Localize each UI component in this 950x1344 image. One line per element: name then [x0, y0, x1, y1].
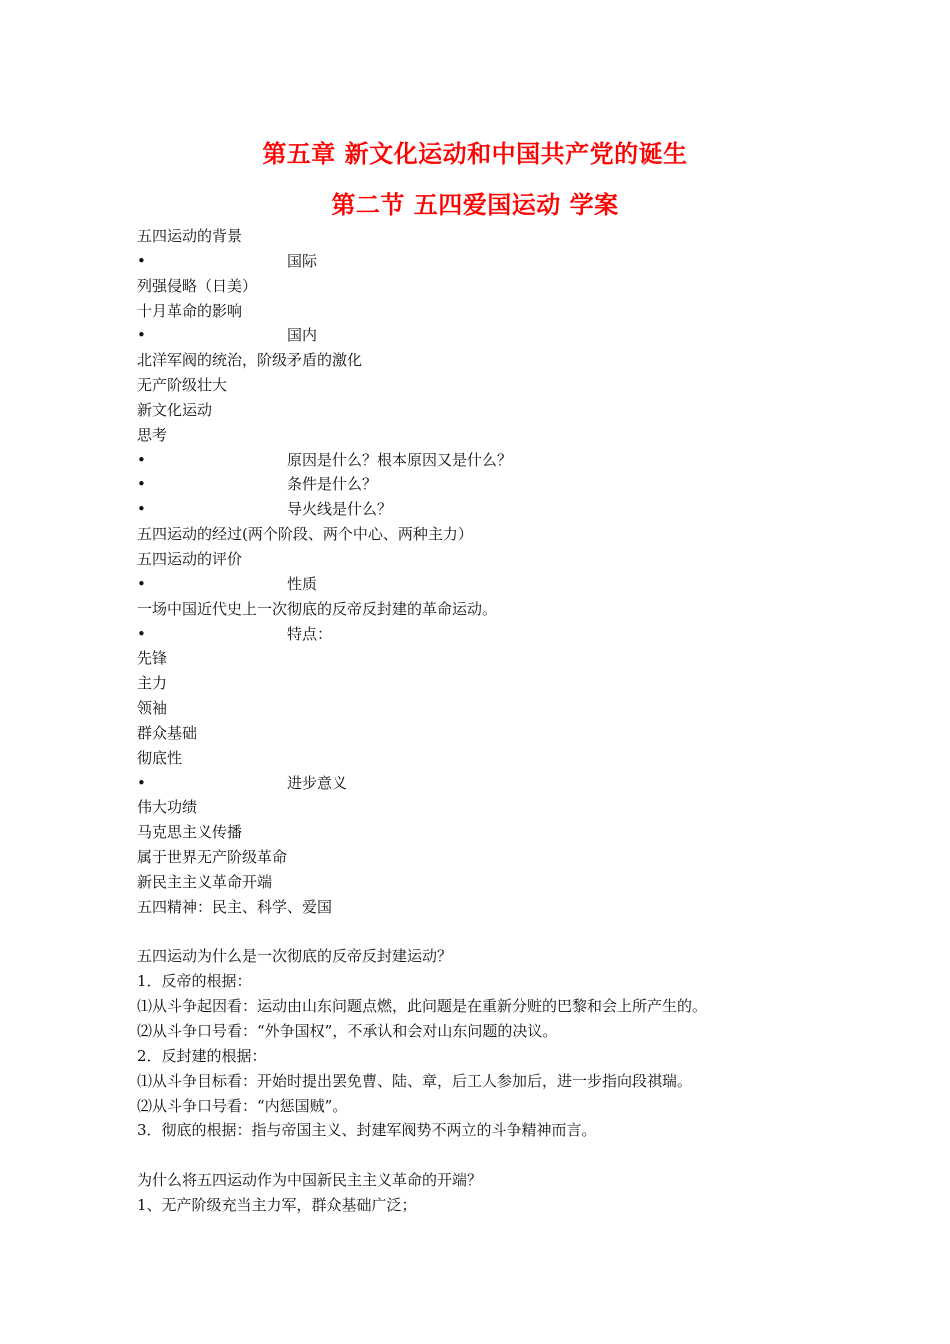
text-line: ⑵从斗争口号看：“内惩国贼”。: [137, 1096, 348, 1115]
text-line: 五四运动为什么是一次彻底的反帝反封建运动？: [137, 947, 453, 966]
blank-line: [137, 920, 837, 945]
bullet-text: 特点：: [287, 624, 333, 643]
text-line: 五四运动的评价: [137, 549, 243, 568]
text-line: 群众基础: [137, 723, 198, 742]
text-line: 列强侵略（日美）: [137, 276, 258, 295]
text-line: 3．彻底的根据：指与帝国主义、封建军阀势不两立的斗争精神而言。: [137, 1121, 597, 1140]
bullet-icon: •: [137, 450, 146, 469]
text-line: 五四运动的经过(两个阶段、两个中心、两种主力）: [137, 525, 473, 544]
bullet-icon: •: [137, 624, 146, 643]
text-line: 领袖: [137, 699, 168, 718]
text-line: 马克思主义传播: [137, 823, 243, 842]
bullet-icon: •: [137, 773, 146, 792]
bullet-text: 原因是什么？根本原因又是什么？: [287, 450, 513, 469]
document-body: [137, 224, 837, 1218]
text-line: 为什么将五四运动作为中国新民主主义革命的开端？: [137, 1171, 483, 1190]
bullet-icon: •: [137, 574, 146, 593]
bullet-text: 国际: [287, 251, 318, 270]
bullet-item: [137, 448, 837, 473]
bullet-icon: •: [137, 500, 146, 519]
bullet-text: 进步意义: [287, 773, 348, 792]
text-line: 新民主主义革命开端: [137, 872, 273, 891]
text-line: 思考: [137, 425, 168, 444]
chapter-title: 第五章 新文化运动和中国共产党的诞生: [262, 140, 688, 168]
text-line: 彻底性: [137, 748, 183, 767]
text-line: 北洋军阀的统治，阶级矛盾的激化: [137, 351, 363, 370]
text-line: 新文化运动: [137, 400, 213, 419]
text-line: 先锋: [137, 649, 168, 668]
blank-line: [137, 1143, 837, 1168]
bullet-text: 国内: [287, 326, 318, 345]
text-line: ⑴从斗争起因看：运动由山东问题点燃，此问题是在重新分赃的巴黎和会上所产生的。: [137, 997, 708, 1016]
text-line: 属于世界无产阶级革命: [137, 848, 288, 867]
bullet-text: 导火线是什么？: [287, 500, 393, 519]
bullet-item: [137, 572, 837, 597]
text-line: 十月革命的影响: [137, 301, 243, 320]
bullet-item: [137, 249, 837, 274]
bullet-item: [137, 472, 837, 497]
section-title: 第二节 五四爱国运动 学案: [331, 191, 619, 219]
bullet-text: 性质: [287, 574, 318, 593]
bullet-item: [137, 771, 837, 796]
bullet-icon: •: [137, 326, 146, 345]
text-line: 五四运动的背景: [137, 227, 243, 245]
text-line: 1．反帝的根据：: [137, 972, 252, 991]
bullet-icon: •: [137, 475, 146, 494]
text-line: 一场中国近代史上一次彻底的反帝反封建的革命运动。: [137, 599, 498, 618]
text-line: 主力: [137, 674, 168, 693]
text-line: 2．反封建的根据：: [137, 1046, 267, 1065]
bullet-icon: •: [137, 251, 146, 270]
text-line: ⑵从斗争口号看：“外争国权”，不承认和会对山东问题的决议。: [137, 1022, 558, 1040]
text-line: 五四精神：民主、科学、爱国: [137, 897, 333, 916]
bullet-item: [137, 323, 837, 348]
text-line: 伟大功绩: [137, 798, 198, 817]
bullet-text: 条件是什么？: [287, 475, 378, 494]
text-line: 无产阶级壮大: [137, 376, 228, 395]
bullet-item: [137, 622, 837, 647]
text-line: ⑴从斗争目标看：开始时提出罢免曹、陆、章，后工人参加后，进一步指向段祺瑞。: [137, 1071, 693, 1090]
text-line: 1、无产阶级充当主力军，群众基础广泛；: [137, 1195, 417, 1214]
bullet-item: [137, 497, 837, 522]
